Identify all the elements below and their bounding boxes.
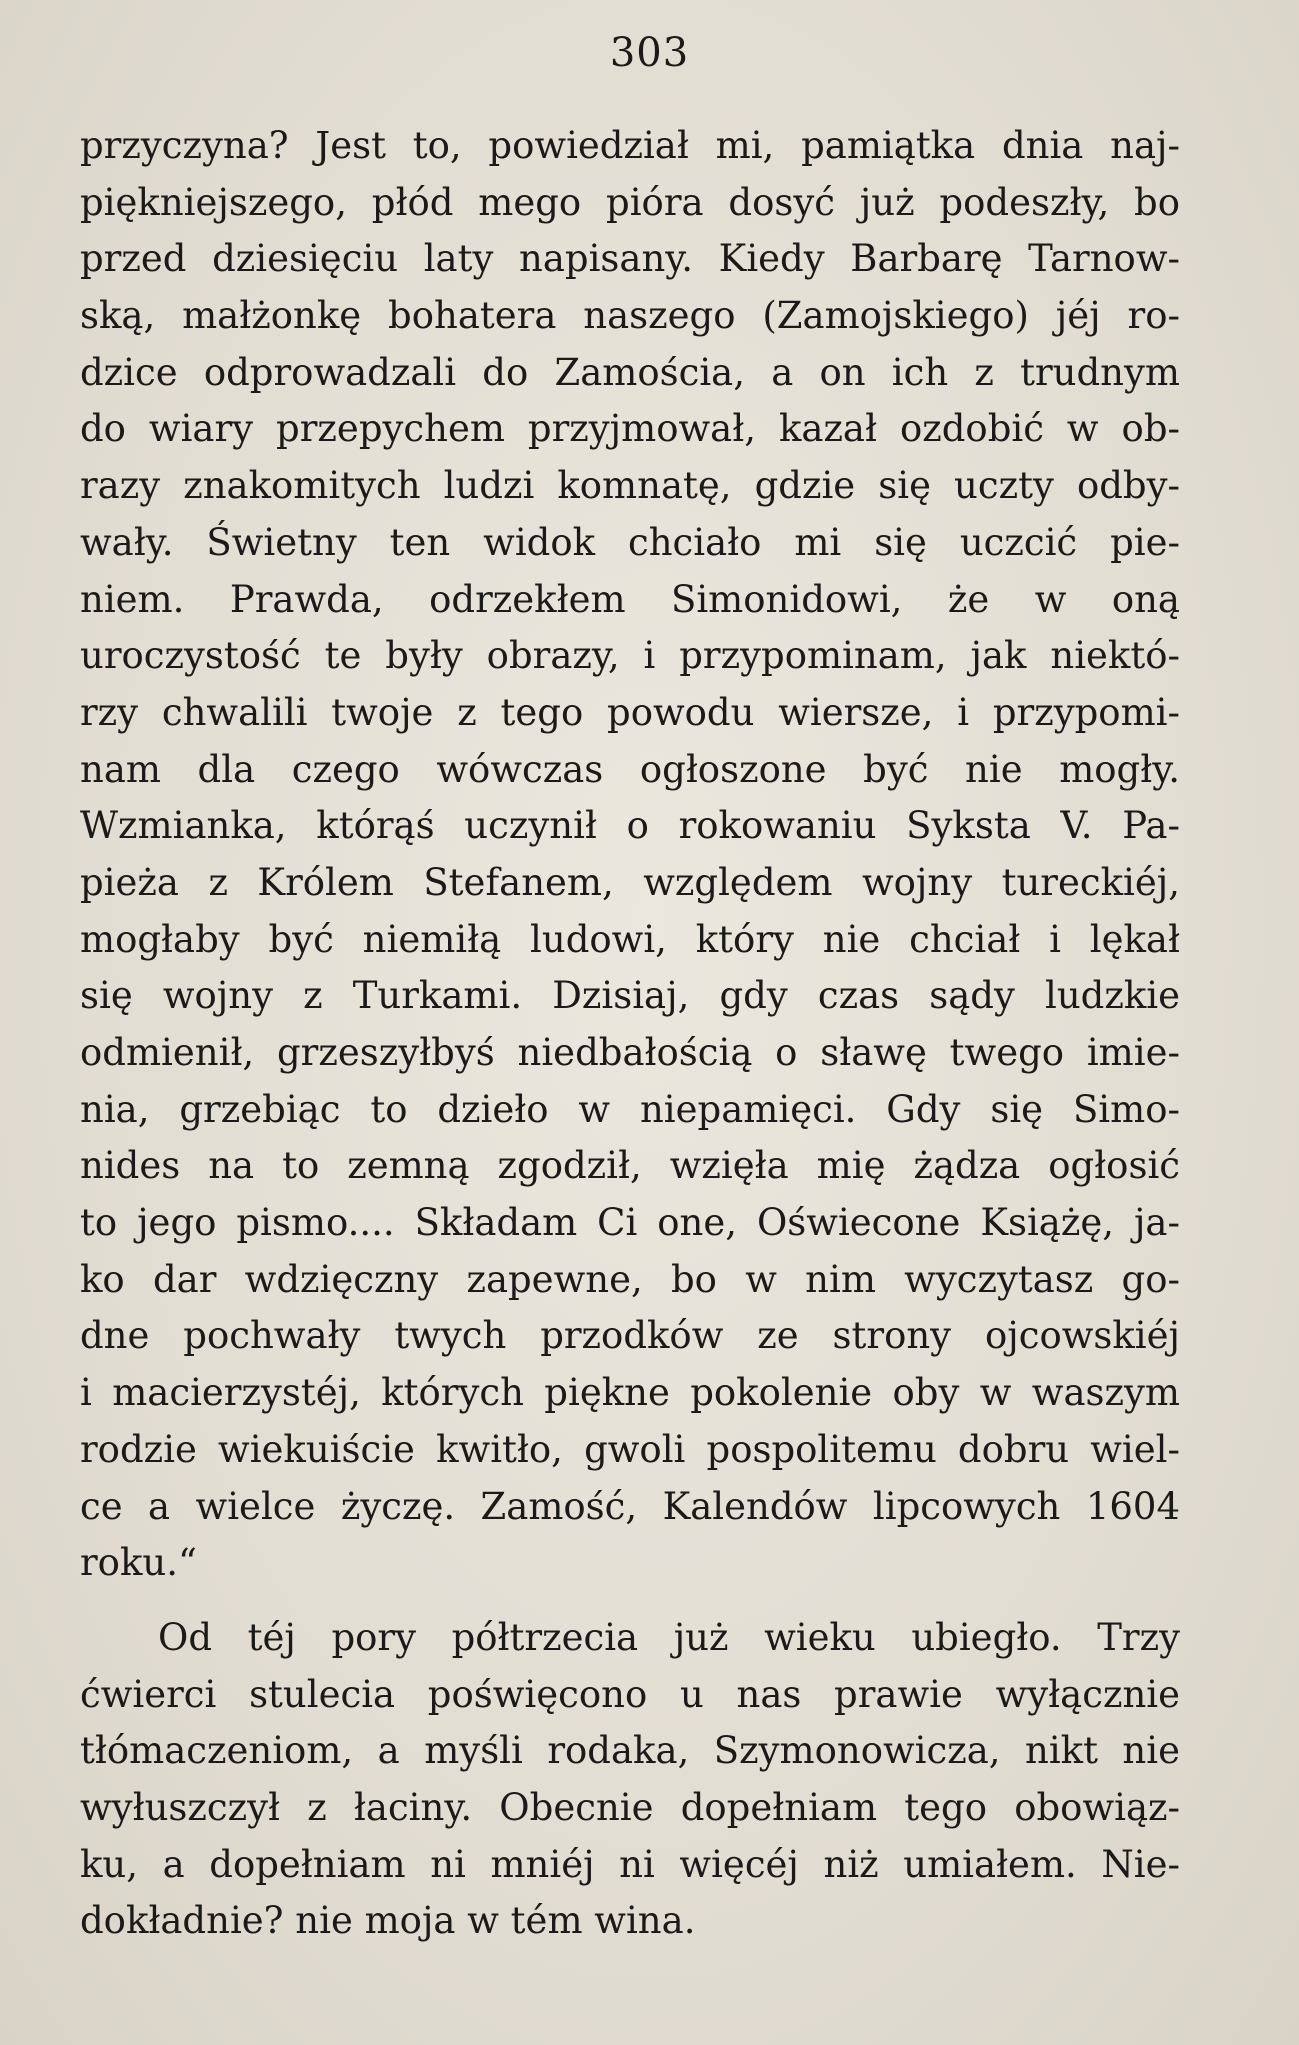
text-line: dokładnie? nie moja w tém wina. bbox=[80, 1899, 696, 1943]
paragraph-gap bbox=[80, 1592, 1180, 1610]
text-line: się wojny z Turkami. Dzisiaj, gdy czas sądy ludzkie bbox=[80, 974, 1180, 1018]
text-line: Od téj pory półtrzecia już wieku ubiegło. Trzy bbox=[158, 1615, 1180, 1659]
body-text bbox=[80, 118, 1180, 1950]
text-line: piękniejszego, płód mego pióra dosyć już podeszły, bo bbox=[80, 180, 1180, 224]
text-line: ską, małżonkę bohatera naszego (Zamojskiego) jéj ro- bbox=[80, 294, 1180, 338]
text-line: to jego pismo.... Składam Ci one, Oświecone Książę, ja- bbox=[80, 1201, 1180, 1245]
text-line: razy znakomitych ludzi komnatę, gdzie się uczty odby- bbox=[80, 464, 1180, 508]
text-line: pieża z Królem Stefanem, względem wojny tureckiéj, bbox=[80, 860, 1180, 904]
text-line: niem. Prawda, odrzekłem Simonidowi, że w oną bbox=[80, 577, 1180, 621]
text-line: tłómaczeniom, a myśli rodaka, Szymonowicza, nikt nie bbox=[80, 1729, 1180, 1773]
paragraph-2 bbox=[80, 1610, 1180, 1950]
text-line: mogłaby być niemiłą ludowi, który nie chciał i lękał bbox=[80, 917, 1180, 961]
text-line: ko dar wdzięczny zapewne, bo w nim wyczytasz go- bbox=[80, 1257, 1180, 1301]
text-line: uroczystość te były obrazy, i przypominam, jak niektó- bbox=[80, 634, 1180, 678]
text-line: wały. Świetny ten widok chciało mi się uczcić pie- bbox=[80, 520, 1180, 564]
text-line: roku.“ bbox=[80, 1541, 197, 1585]
text-line: odmienił, grzeszyłbyś niedbałością o sławę twego imie- bbox=[80, 1031, 1180, 1074]
text-line: ku, a dopełniam ni mniéj ni więcéj niż umiałem. Nie- bbox=[80, 1842, 1180, 1886]
text-line: rodzie wiekuiście kwitło, gwoli pospolitemu dobru wiel- bbox=[80, 1427, 1180, 1471]
text-line: nam dla czego wówczas ogłoszone być nie mogły. bbox=[80, 747, 1180, 791]
text-line: Wzmianka, którąś uczynił o rokowaniu Syksta V. Pa- bbox=[80, 804, 1180, 848]
text-line: ćwierci stulecia poświęcono u nas prawie wyłącznie bbox=[80, 1672, 1180, 1716]
text-line: do wiary przepychem przyjmował, kazał ozdobić w ob- bbox=[80, 407, 1180, 451]
text-line: przed dziesięciu laty napisany. Kiedy Barbarę Tarnow- bbox=[80, 237, 1180, 281]
text-line: i macierzystéj, których piękne pokolenie oby w waszym bbox=[80, 1371, 1180, 1415]
text-line: dzice odprowadzali do Zamościa, a on ich z trudnym bbox=[80, 350, 1180, 394]
page-number: 303 bbox=[609, 30, 690, 76]
text-line: nides na to zemną zgodził, wzięła mię żądza ogłosić bbox=[80, 1144, 1180, 1188]
text-line: wyłuszczył z łaciny. Obecnie dopełniam tego obowiąz- bbox=[80, 1785, 1180, 1829]
text-line: dne pochwały twych przodków ze strony ojcowskiéj bbox=[80, 1314, 1180, 1358]
text-line: rzy chwalili twoje z tego powodu wiersze, i przypomi- bbox=[80, 690, 1180, 734]
text-line: przyczyna? Jest to, powiedział mi, pamiątka dnia naj- bbox=[80, 124, 1180, 167]
paragraph-1 bbox=[80, 118, 1180, 1592]
text-line: nia, grzebiąc to dzieło w niepamięci. Gdy się Simo- bbox=[80, 1087, 1180, 1131]
text-line: ce a wielce życzę. Zamość, Kalendów lipcowych 1604 bbox=[80, 1484, 1180, 1528]
